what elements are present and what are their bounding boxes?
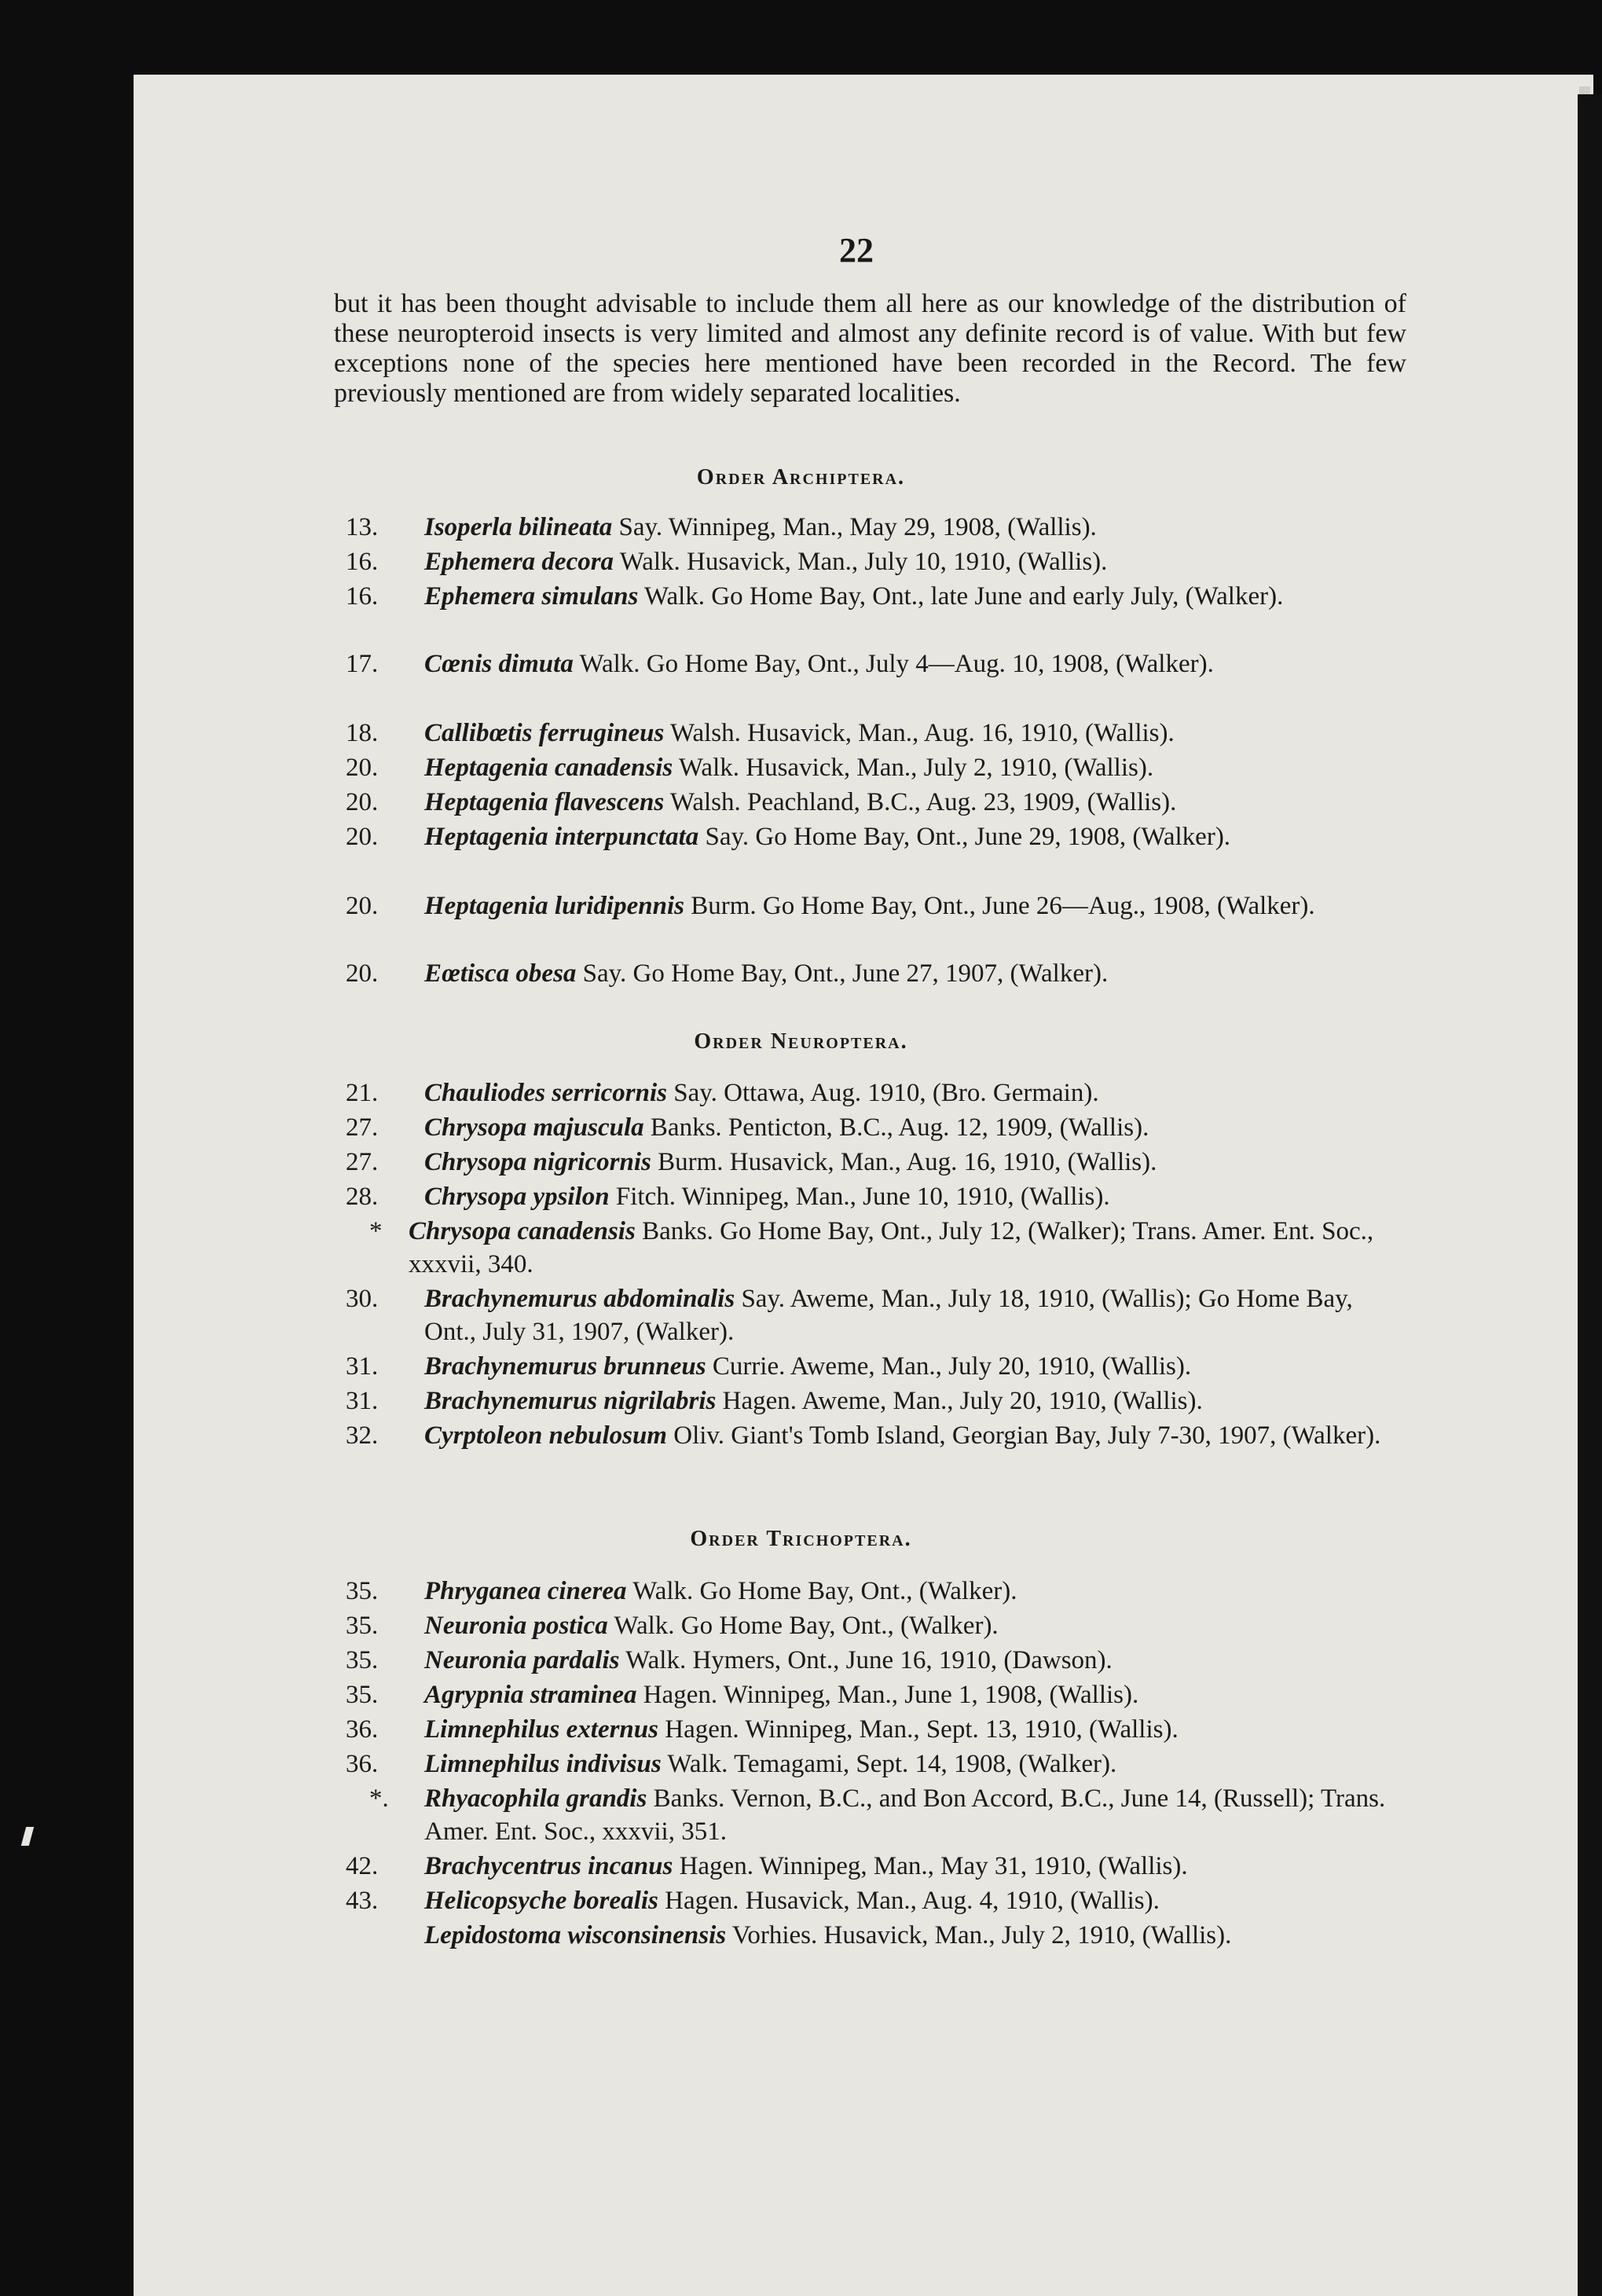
species-name: Chrysopa nigricornis <box>424 1148 651 1176</box>
entry-text <box>424 1419 1399 1452</box>
entry-details: Hagen. Husavick, Man., Aug. 4, 1910, (Wallis). <box>665 1887 1160 1915</box>
entry-text <box>424 1850 1399 1883</box>
entry-details: Walk. Hymers, Ont., June 16, 1910, (Dawson). <box>625 1646 1113 1674</box>
entry-details: Walk. Go Home Bay, Ont., (Walker). <box>632 1577 1017 1605</box>
species-name: Heptagenia canadensis <box>424 754 673 782</box>
species-name: Brachynemurus nigrilabris <box>424 1387 717 1415</box>
entry-text <box>424 786 1399 819</box>
species-name: Cyrptoleon nebulosum <box>424 1421 667 1450</box>
entry-details: Walsh. Husavick, Man., Aug. 16, 1910, (Wallis). <box>669 719 1175 747</box>
entry-number: 28. <box>346 1183 379 1211</box>
entry-details: Hagen. Aweme, Man., July 20, 1910, (Wallis). <box>722 1387 1203 1415</box>
entry-number: 31. <box>346 1387 379 1415</box>
entry-details: Burm. Go Home Bay, Ont., June 26—Aug., 1908, (Walker). <box>691 892 1315 920</box>
entry-number: * <box>369 1217 383 1245</box>
entry-text <box>424 1919 1399 1952</box>
species-name: Neuronia pardalis <box>424 1646 620 1674</box>
entry-details: Say. Go Home Bay, Ont., June 27, 1907, (Walker). <box>582 959 1109 988</box>
species-name: Chrysopa canadensis <box>409 1217 636 1245</box>
entry-number: 20. <box>346 823 379 851</box>
entry-text <box>424 1180 1399 1213</box>
entry-number: 35. <box>346 1612 379 1640</box>
entry-details: Walk. Husavick, Man., July 10, 1910, (Wallis). <box>619 548 1108 576</box>
species-name: Limnephilus externus <box>424 1715 658 1744</box>
entry-text <box>424 1884 1399 1917</box>
entry-text <box>424 1748 1399 1781</box>
entry-details: Walk. Go Home Bay, Ont., July 4—Aug. 10, 1908, (Walker). <box>579 650 1214 678</box>
species-name: Lepidostoma wisconsinensis <box>424 1921 727 1949</box>
entry-number: 21. <box>346 1079 379 1107</box>
entry-number: 27. <box>346 1148 379 1176</box>
entry-number: 16. <box>346 582 379 611</box>
entry-number: 18. <box>346 719 379 747</box>
entry-number: 32. <box>346 1421 379 1450</box>
entry-number: 35. <box>346 1681 379 1709</box>
species-name: Ephemera decora <box>424 548 614 576</box>
species-name: Brachynemurus brunneus <box>424 1352 706 1381</box>
species-name: Heptagenia luridipennis <box>424 892 684 920</box>
entry-number: 20. <box>346 754 379 782</box>
species-name: Agrypnia straminea <box>424 1681 637 1709</box>
entry-text <box>424 1076 1399 1109</box>
entry-text <box>424 1111 1399 1144</box>
species-name: Chauliodes serricornis <box>424 1079 667 1107</box>
scan-mark <box>21 1827 34 1846</box>
entry-details: Say. Go Home Bay, Ont., June 29, 1908, (Walker). <box>705 823 1231 851</box>
species-name: Helicopsyche borealis <box>424 1887 658 1915</box>
entry-details: Walk. Husavick, Man., July 2, 1910, (Wallis). <box>678 754 1154 782</box>
entry-details: Walk. Go Home Bay, Ont., (Walker). <box>614 1612 999 1640</box>
entry-number: 27. <box>346 1113 379 1142</box>
section-heading-trichoptera: Order Trichoptera. <box>690 1527 912 1551</box>
species-name: Neuronia postica <box>424 1612 608 1640</box>
species-name: Isoperla bilineata <box>424 513 613 541</box>
entry-text <box>424 511 1399 544</box>
entry-text <box>424 820 1399 853</box>
entry-number: 13. <box>346 513 379 541</box>
species-name: Heptagenia interpunctata <box>424 823 699 851</box>
species-name: Callibœtis ferrugineus <box>424 719 665 747</box>
entry-details: Burm. Husavick, Man., Aug. 16, 1910, (Wallis). <box>658 1148 1157 1176</box>
entry-text <box>424 1678 1399 1711</box>
entry-number: *. <box>369 1784 389 1813</box>
section-heading-archiptera: Order Archiptera. <box>696 465 906 490</box>
entry-number: 20. <box>346 892 379 920</box>
entry-details: Walsh. Peachland, B.C., Aug. 23, 1909, (Wallis). <box>669 788 1177 816</box>
scan-border <box>1578 94 1602 2296</box>
entry-details: Oliv. Giant's Tomb Island, Georgian Bay, July 7-30, 1907, (Walker). <box>673 1421 1381 1450</box>
entry-details: Hagen. Winnipeg, Man., May 31, 1910, (Wallis). <box>679 1852 1188 1880</box>
entry-details: Banks. Penticton, B.C., Aug. 12, 1909, (Wallis). <box>650 1113 1149 1142</box>
entry-details: Hagen. Winnipeg, Man., Sept. 13, 1910, (Wallis). <box>665 1715 1179 1744</box>
species-name: Chrysopa majuscula <box>424 1113 644 1142</box>
entry-number: 42. <box>346 1852 379 1880</box>
entry-text <box>424 1713 1399 1746</box>
entry-text <box>424 717 1399 750</box>
entry-details: Vorhies. Husavick, Man., July 2, 1910, (Wallis). <box>731 1921 1232 1949</box>
entry-text <box>424 1146 1399 1179</box>
species-name: Heptagenia flavescens <box>424 788 665 816</box>
entry-text <box>424 1644 1399 1677</box>
species-name: Limnephilus indivisus <box>424 1750 662 1778</box>
page-number: 22 <box>839 231 874 270</box>
entry-details: Currie. Aweme, Man., July 20, 1910, (Wallis). <box>712 1352 1192 1381</box>
section-heading-neuroptera: Order Neuroptera. <box>694 1029 908 1054</box>
entry-text <box>409 1215 1399 1281</box>
species-name: Rhyacophila grandis <box>424 1784 647 1813</box>
entry-details: Say. Winnipeg, Man., May 29, 1908, (Wallis). <box>618 513 1097 541</box>
entry-number: 20. <box>346 788 379 816</box>
entry-number: 16. <box>346 548 379 576</box>
entry-details: Banks. Vernon, B.C., and Bon Accord, B.C., June 14, (Russell); Trans. Amer. Ent. Soc., xxxvii, 351. <box>424 1784 1386 1846</box>
entry-details: Walk. Temagami, Sept. 14, 1908, (Walker). <box>667 1750 1117 1778</box>
entry-text <box>424 545 1399 578</box>
entry-number: 20. <box>346 959 379 988</box>
entry-details: Say. Ottawa, Aug. 1910, (Bro. Germain). <box>673 1079 1099 1107</box>
entry-text <box>424 957 1399 990</box>
entry-number: 43. <box>346 1887 379 1915</box>
entry-text <box>424 580 1399 613</box>
entry-number: 35. <box>346 1646 379 1674</box>
entry-text <box>424 1385 1399 1418</box>
species-name: Cœnis dimuta <box>424 650 574 678</box>
entry-details: Fitch. Winnipeg, Man., June 10, 1910, (Wallis). <box>615 1183 1110 1211</box>
entry-text <box>424 1575 1399 1608</box>
entry-text <box>424 751 1399 784</box>
species-name: Eœtisca obesa <box>424 959 577 988</box>
intro-paragraph <box>334 289 1406 409</box>
entry-number: 36. <box>346 1715 379 1744</box>
entry-number: 31. <box>346 1352 379 1381</box>
entry-number: 36. <box>346 1750 379 1778</box>
entry-text <box>424 1609 1399 1642</box>
entry-text <box>424 1350 1399 1383</box>
species-name: Ephemera simulans <box>424 582 639 611</box>
entry-details: Walk. Go Home Bay, Ont., late June and early July, (Walker). <box>643 582 1284 611</box>
intro-text: but it has been thought advisable to include them all here as our knowledge of the distribution of these neuropteroid insects is very limited and almost any definite record is of value. With but few exceptions none of the species here mentioned have been recorded in the Record. The few previously mentioned are from widely separated localities. <box>334 289 1406 408</box>
entry-number: 35. <box>346 1577 379 1605</box>
entry-details: Banks. Go Home Bay, Ont., July 12, (Walker); Trans. Amer. Ent. Soc., xxxvii, 340. <box>409 1217 1374 1278</box>
entry-details: Hagen. Winnipeg, Man., June 1, 1908, (Wallis). <box>643 1681 1139 1709</box>
species-name: Phryganea cinerea <box>424 1577 627 1605</box>
entry-number: 30. <box>346 1285 379 1313</box>
species-name: Chrysopa ypsilon <box>424 1183 610 1211</box>
entry-text <box>424 889 1399 922</box>
entry-number: 17. <box>346 650 379 678</box>
entry-text <box>424 1282 1399 1348</box>
species-name: Brachycentrus incanus <box>424 1852 673 1880</box>
entry-details: Say. Aweme, Man., July 18, 1910, (Wallis); Go Home Bay, Ont., July 31, 1907, (Walker). <box>424 1285 1353 1346</box>
entry-text <box>424 1782 1399 1848</box>
entry-text <box>424 647 1399 680</box>
species-name: Brachynemurus abdominalis <box>424 1285 735 1313</box>
